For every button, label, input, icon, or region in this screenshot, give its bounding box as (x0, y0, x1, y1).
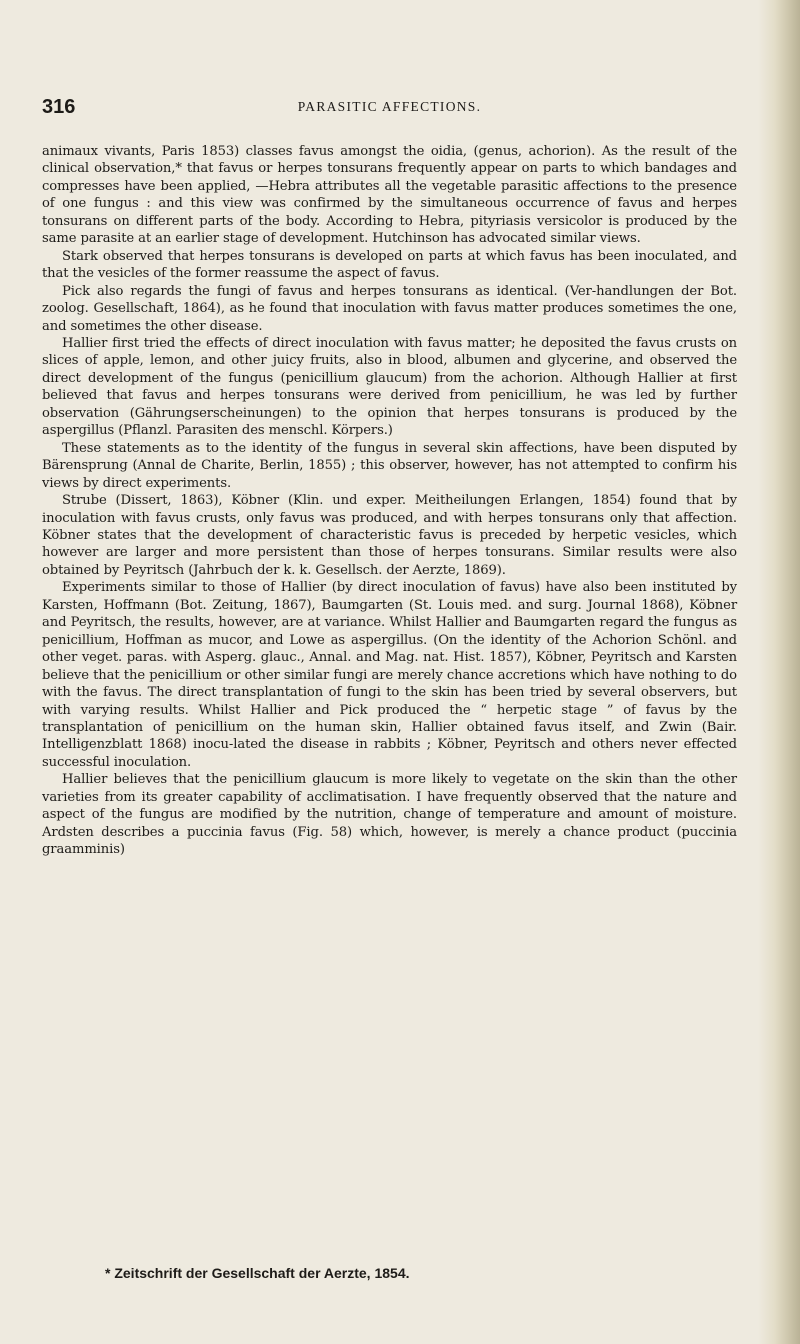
paragraph: Pick also regards the fungi of favus and herpes tonsurans as identical. (Ver-handlungen der Bot. zoolog. Gesellschaft, 1864), as he found that inoculation with favus matter produces sometimes the one, and sometimes the other disease. (42, 283, 737, 334)
page-header (42, 96, 737, 120)
paragraph: Experiments similar to those of Hallier (by direct inoculation of favus) have also been instituted by Karsten, Hoffmann (Bot. Zeitung, 1867), Baumgarten (St. Louis med. and surg. Journal 1868), Köbner and Peyritsch, the results, however, are at variance. Whilst Hallier and Baumgarten regard the fungus as penicillium, Hoffman as mucor, and Lowe as aspergillus. (On the identity of the Achorion Schönl. and other veget. paras. with Asperg. glauc., Annal. and Mag. nat. Hist. 1857), Köbner, Peyritsch and Karsten believe that the penicillium or other similar fungi are merely chance accretions which have nothing to do with the favus. The direct transplantation of fungi to the skin has been tried by several observers, but with varying results. Whilst Hallier and Pick produced the “ herpetic stage ” of favus by the transplantation of penicillium on the human skin, Hallier obtained favus itself, and Zwin (Bair. Intelligenzblatt 1868) inocu-lated the disease in rabbits ; Köbner, Peyritsch and others never effected successful inoculation. (42, 580, 737, 770)
body-text (42, 143, 737, 859)
paragraph: These statements as to the identity of the fungus in several skin affections, have been disputed by Bärensprung (Annal de Charite, Berlin, 1855) ; this observer, however, has not attempted to confirm his views by direct experiments. (42, 440, 737, 491)
footnote: * Zeitschrift der Gesellschaft der Aerzte, 1854. (105, 1265, 410, 1281)
paragraph: Strube (Dissert, 1863), Köbner (Klin. und exper. Meitheilungen Erlangen, 1854) found that by inoculation with favus crusts, only favus was produced, and with herpes tonsurans only that affection. Köbner states that the development of characteristic favus is preceded by herpetic vesicles, which however are larger and more persistent than those of herpes tonsurans. Similar results were also obtained by Peyritsch (Jahrbuch der k. k. Gesellsch. der Aerzte, 1869). (42, 493, 737, 578)
running-head: PARASITIC AFFECTIONS. (297, 99, 482, 114)
page-edge (758, 0, 800, 1344)
page-number: 316 (42, 96, 76, 118)
paragraph: animaux vivants, Paris 1853) classes favus amongst the oidia, (genus, achorion). As the result of the clinical observation,* that favus or herpes tonsurans frequently appear on parts to which bandages and compresses have been applied, —Hebra attributes all the vegetable parasitic affections to the presence of one fungus : and this view was confirmed by the simultaneous occurrence of favus and herpes tonsurans on different parts of the body. According to Hebra, pityriasis versicolor is produced by the same parasite at an earlier stage of development. Hutchinson has advocated similar views. (42, 144, 737, 247)
paragraph: Hallier first tried the effects of direct inoculation with favus matter; he deposited the favus crusts on slices of apple, lemon, and other juicy fruits, also in blood, albumen and glycerine, and observed the direct development of the fungus (penicillium glaucum) from the achorion. Although Hallier at first believed that favus and herpes tonsurans were derived from penicillium, he was led by further observation (Gährungserscheinungen) to the opinion that herpes tonsurans is produced by the aspergillus (Pflanzl. Parasiten des menschl. Körpers.) (42, 335, 737, 439)
paragraph: Stark observed that herpes tonsurans is developed on parts at which favus has been inoculated, and that the vesicles of the former reassume the aspect of favus. (42, 248, 737, 282)
paragraph: Hallier believes that the penicillium glaucum is more likely to vegetate on the skin than the other varieties from its greater capability of acclimatisation. I have frequently observed that the nature and aspect of the fungus are modified by the nutrition, change of temperature and amount of moisture. Ardsten describes a puccinia favus (Fig. 58) which, however, is merely a chance product (puccinia graamminis) (42, 772, 737, 858)
